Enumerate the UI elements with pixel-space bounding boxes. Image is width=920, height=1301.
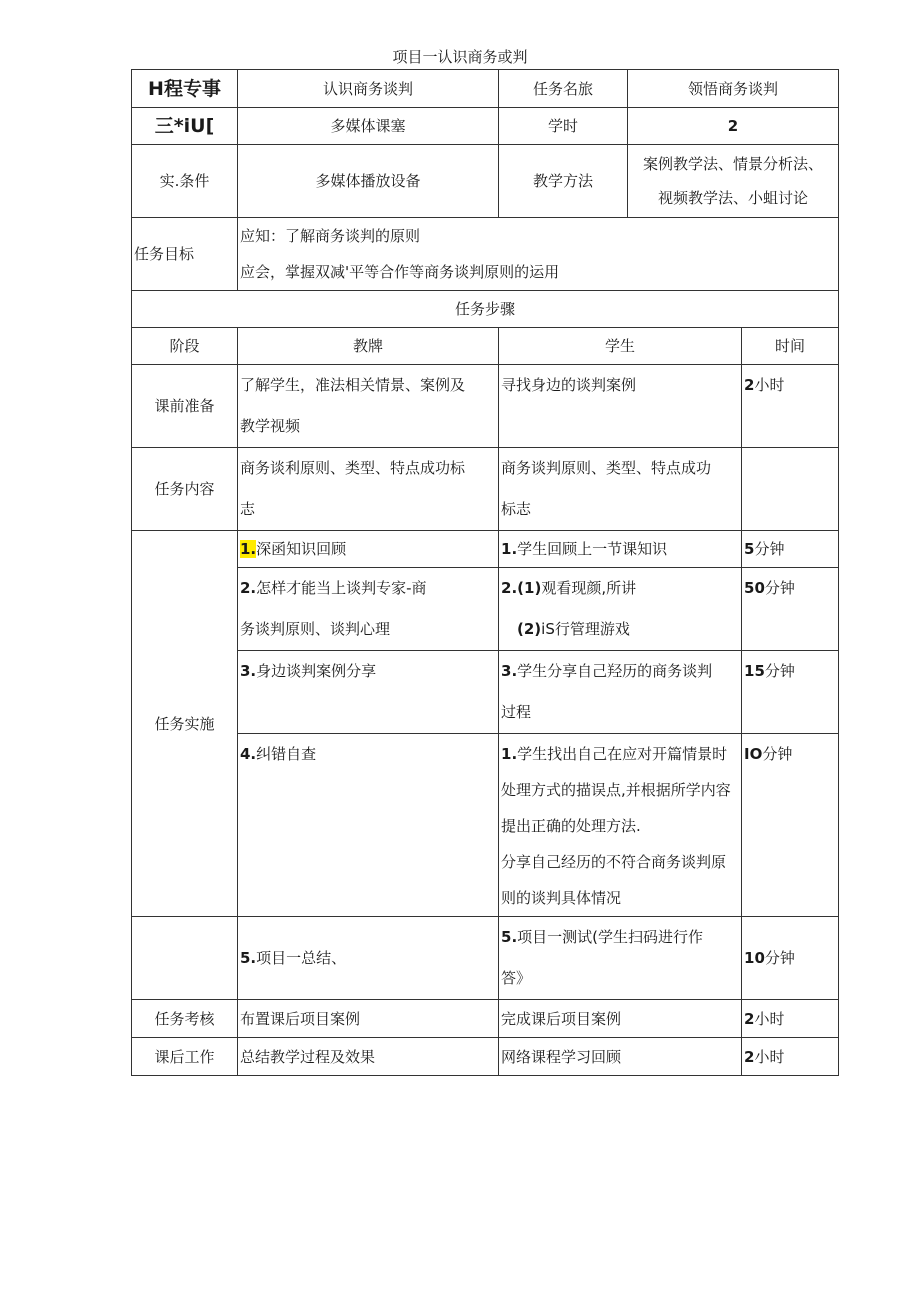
goal-row — [132, 218, 839, 291]
goal-label: 任务目标 — [132, 218, 238, 291]
content-teacher: 商务谈利原则、类型、特点成功标 志 — [238, 448, 499, 531]
after-student: 网络课程学习回顾 — [499, 1038, 742, 1076]
col-student: 学生 — [499, 328, 742, 365]
hours-label: 学时 — [499, 108, 628, 145]
col-time: 时间 — [742, 328, 839, 365]
steps-title-row — [132, 291, 839, 328]
table-row — [132, 1000, 839, 1038]
impl-1-student: 1.学生回顾上一节课知识 — [499, 531, 742, 568]
assess-time: 2小时 — [742, 1000, 839, 1038]
header-row-1 — [132, 70, 839, 108]
impl-3-teacher: 3.身边谈判案例分享 — [238, 651, 499, 734]
course-value: 认识商务谈判 — [238, 70, 499, 108]
table-row — [132, 917, 839, 1000]
task-name-label: 任务名旅 — [499, 70, 628, 108]
table-row — [132, 365, 839, 448]
impl-5-student: 5.项目一测试(学生扫码进行作 答》 — [499, 917, 742, 1000]
table-row — [132, 531, 839, 568]
column-header-row — [132, 328, 839, 365]
assess-teacher: 布置课后项目案例 — [238, 1000, 499, 1038]
col-stage: 阶段 — [132, 328, 238, 365]
col-teacher: 教牌 — [238, 328, 499, 365]
prep-student: 寻找身边的谈判案例 — [499, 365, 742, 448]
impl-3-time: 15分钟 — [742, 651, 839, 734]
document-title: 项目一认识商务或判 — [392, 48, 528, 66]
method-label: 教学方法 — [499, 145, 628, 218]
conditions-value: 多媒体播放设备 — [238, 145, 499, 218]
venue-label: 三*iU[ — [132, 108, 238, 145]
impl-2-student: 2.(1)观看现颜,所讲 (2)iS行管理游戏 — [499, 568, 742, 651]
steps-title: 任务步骤 — [132, 291, 839, 328]
after-teacher: 总结教学过程及效果 — [238, 1038, 499, 1076]
prep-time: 2小时 — [742, 365, 839, 448]
impl-4-student: 1.学生找出自己在应对开篇情景时 处理方式的描误点,并根据所学内容 提出正确的处理方法. 分享自己经历的不符合商务谈判原 则的谈判具体情况 — [499, 734, 742, 917]
stage-implementation: 任务实施 — [132, 531, 238, 917]
content-time — [742, 448, 839, 531]
method-value: 案例教学法、情景分析法、 视频教学法、小蛆讨论 — [628, 145, 839, 218]
lesson-plan-table — [131, 69, 839, 1076]
task-name-value: 领悟商务谈判 — [628, 70, 839, 108]
prep-teacher: 了解学生，准法相关情景、案例及 教学视频 — [238, 365, 499, 448]
goal-text: 应知：了解商务谈判的原则 应会，掌握双减'平等合作等商务谈判原则的运用 — [238, 218, 839, 291]
impl-5-teacher: 5.项目一总结、 — [238, 917, 499, 1000]
impl-2-time: 50分钟 — [742, 568, 839, 651]
venue-value: 多媒体课塞 — [238, 108, 499, 145]
impl-1-teacher: 1.深函知识回顾 — [238, 531, 499, 568]
table-row — [132, 448, 839, 531]
impl-1-time: 5分钟 — [742, 531, 839, 568]
table-row — [132, 1038, 839, 1076]
table-row — [132, 568, 839, 651]
stage-content: 任务内容 — [132, 448, 238, 531]
hours-value: 2 — [628, 108, 839, 145]
stage-prep: 课前准备 — [132, 365, 238, 448]
impl-3-student: 3.学生分享自己羟历的商务谈判 过程 — [499, 651, 742, 734]
impl-4-teacher: 4.纠错自查 — [238, 734, 499, 917]
impl-2-teacher: 2.怎样才能当上谈判专家-商 务谈判原则、谈判心理 — [238, 568, 499, 651]
stage-after-class: 课后工作 — [132, 1038, 238, 1076]
assess-student: 完成课后项目案例 — [499, 1000, 742, 1038]
impl-4-time: IO分钟 — [742, 734, 839, 917]
conditions-label: 实.条件 — [132, 145, 238, 218]
header-row-3 — [132, 145, 839, 218]
table-row — [132, 651, 839, 734]
header-row-2 — [132, 108, 839, 145]
table-row — [132, 734, 839, 917]
impl-5-time: 10分钟 — [742, 917, 839, 1000]
course-label: H程专事 — [132, 70, 238, 108]
summary-stage — [132, 917, 238, 1000]
content-student: 商务谈判原则、类型、特点成功 标志 — [499, 448, 742, 531]
after-time: 2小时 — [742, 1038, 839, 1076]
stage-assessment: 任务考核 — [132, 1000, 238, 1038]
